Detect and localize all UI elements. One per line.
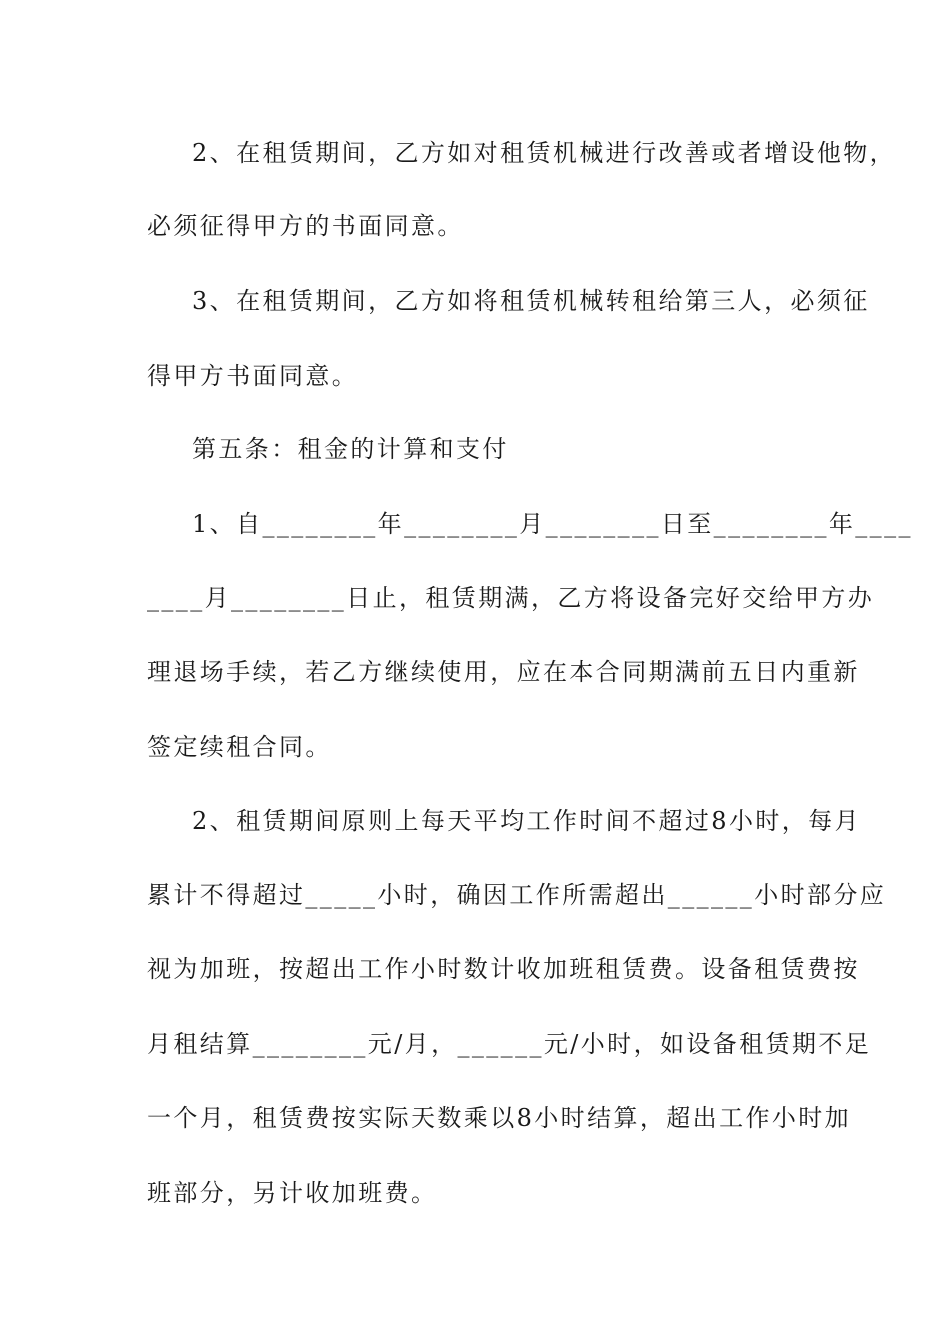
clause-2-line-2: 累计不得超过_____小时，确因工作所需超出______小时部分应 — [147, 881, 887, 909]
clause-2-line-6: 班部分，另计收加班费。 — [147, 1179, 438, 1207]
paragraph-2-line-2: 必须征得甲方的书面同意。 — [147, 212, 464, 240]
clause-2-line-3: 视为加班，按超出工作小时数计收加班租赁费。设备租赁费按 — [147, 955, 860, 983]
paragraph-3-line-1: 3、在租赁期间，乙方如将租赁机械转租给第三人，必须征 — [192, 287, 870, 315]
clause-1-line-1: 1、自________年________月________日至________年____ — [192, 510, 913, 538]
clause-1-line-2: ____月________日止，租赁期满，乙方将设备完好交给甲方办 — [147, 584, 875, 612]
clause-2-line-4: 月租结算________元/月，______元/小时，如设备租赁期不足 — [147, 1030, 872, 1058]
clause-2-line-1: 2、租赁期间原则上每天平均工作时间不超过8小时，每月 — [192, 807, 861, 835]
section-heading-article-5: 第五条：租金的计算和支付 — [192, 435, 509, 463]
clause-1-line-3: 理退场手续，若乙方继续使用，应在本合同期满前五日内重新 — [147, 658, 860, 686]
paragraph-3-line-2: 得甲方书面同意。 — [147, 362, 359, 390]
paragraph-2-line-1: 2、在租赁期间，乙方如对租赁机械进行改善或者增设他物， — [192, 139, 897, 167]
clause-1-line-4: 签定续租合同。 — [147, 733, 332, 761]
clause-2-line-5: 一个月，租赁费按实际天数乘以8小时结算，超出工作小时加 — [147, 1104, 852, 1132]
